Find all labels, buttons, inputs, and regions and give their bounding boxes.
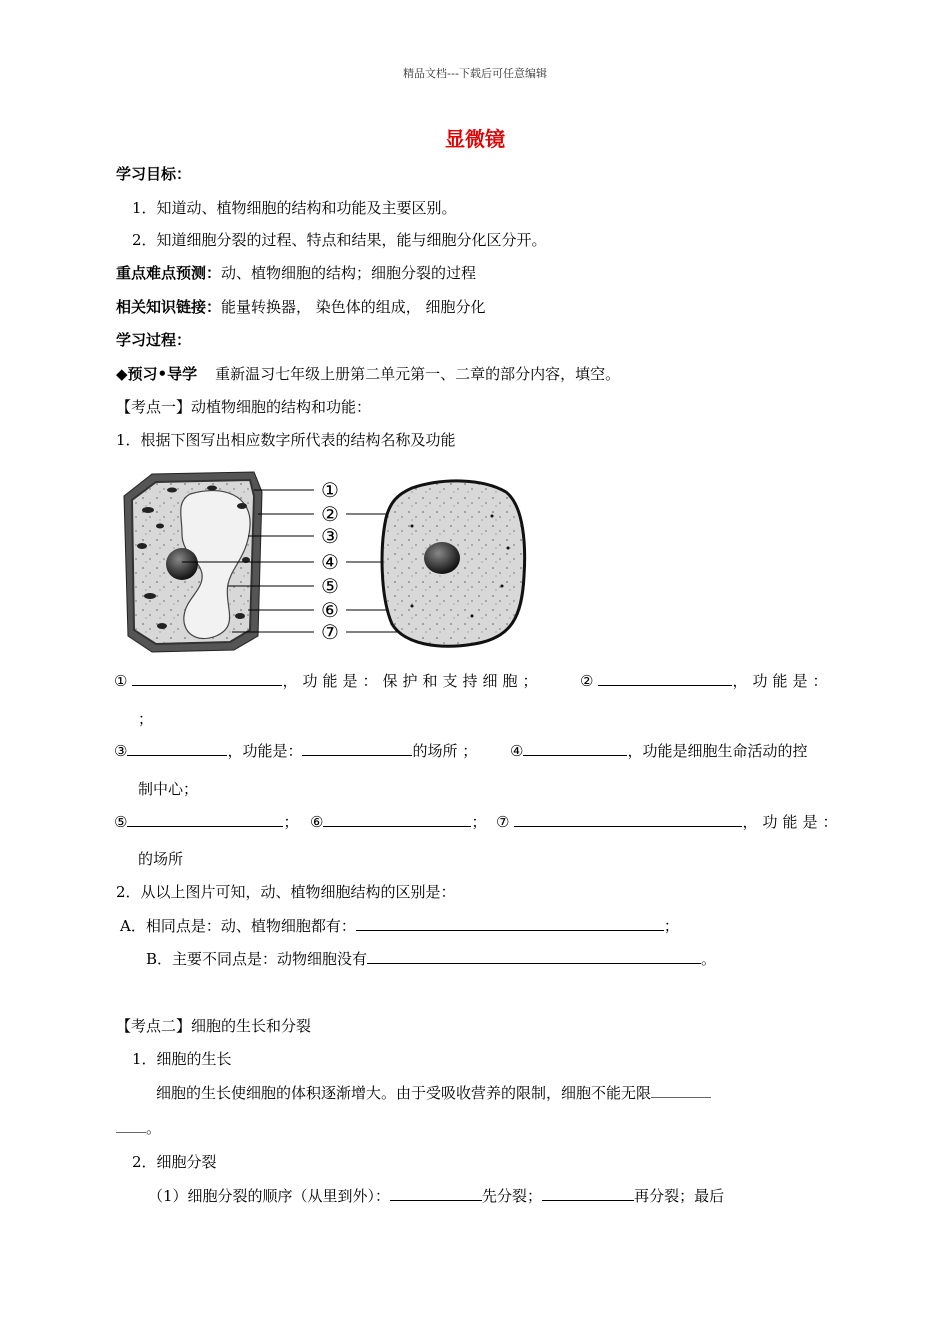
- diagram-label-7: ⑦: [321, 620, 339, 644]
- function-3-label: ，功能是：: [227, 742, 303, 760]
- point1-heading: 【考点一】动植物细胞的结构和功能：: [116, 398, 372, 416]
- page-title: 显微镜: [445, 127, 505, 151]
- division-order-text: （1）细胞分裂的顺序（从里到外）：: [148, 1187, 391, 1205]
- blank-b[interactable]: [367, 949, 701, 964]
- preview-text: 重新温习七年级上册第二单元第一、二章的部分内容，填空。: [215, 365, 621, 383]
- objective-1: 1．知道动、植物细胞的结构和功能及主要区别。: [132, 199, 457, 217]
- point2-sub-1: 1．细胞的生长: [132, 1050, 232, 1068]
- point1-question-1: 1．根据下图写出相应数字所代表的结构名称及功能: [116, 431, 456, 449]
- plant-nucleus: [166, 548, 198, 580]
- question-2: 2．从以上图片可知，动、植物细胞结构的区别是：: [116, 883, 456, 901]
- fill-line-5: [114, 812, 298, 832]
- marker-4: ④: [510, 742, 524, 760]
- division-order-end: 再分裂；最后: [634, 1187, 725, 1205]
- blank-6[interactable]: [323, 812, 471, 827]
- header-note: 精品文档---下载后可任意编辑: [403, 67, 547, 80]
- question-2-b: [146, 949, 716, 969]
- function-2-text: ，功能是：: [732, 672, 833, 690]
- blank-a[interactable]: [356, 916, 664, 931]
- cell-diagram: [112, 466, 542, 658]
- blank-3[interactable]: [127, 741, 227, 756]
- blank-growth[interactable]: [651, 1083, 711, 1098]
- fill-line-7: [496, 812, 842, 832]
- diagram-label-6: ⑥: [321, 598, 339, 622]
- fill-line-6: [310, 812, 486, 832]
- question-2-b-end: 。: [701, 950, 717, 968]
- point2-sub-1-text: [156, 1083, 711, 1103]
- links-line: [116, 297, 486, 317]
- marker-3: ③: [114, 742, 128, 760]
- animal-nucleus: [424, 542, 460, 574]
- links-label: 相关知识链接：: [116, 298, 222, 316]
- point2-sub-2: 2．细胞分裂: [132, 1153, 217, 1171]
- objectives-heading: 学习目标：: [116, 165, 192, 183]
- question-2-b-text: B．主要不同点是：动物细胞没有: [146, 950, 368, 968]
- function-2-end: ；: [138, 710, 154, 728]
- question-2-a-end: ；: [663, 917, 679, 935]
- blank-4[interactable]: [523, 741, 627, 756]
- diagram-label-2: ②: [321, 502, 339, 526]
- question-2-a: [120, 916, 679, 936]
- function-4-cont: 制中心；: [138, 780, 199, 798]
- blank-growth-cont[interactable]: [116, 1118, 146, 1133]
- growth-text: 细胞的生长使细胞的体积逐渐增大。由于受吸收营养的限制，细胞不能无限: [156, 1084, 652, 1102]
- growth-end: 。: [146, 1119, 162, 1137]
- preview-line: [116, 364, 620, 384]
- objective-2: 2．知道细胞分裂的过程、特点和结果，能与细胞分化区分开。: [132, 231, 547, 249]
- function-1-text: ，功能是：保护和支持细胞；: [282, 672, 543, 690]
- focus-label: 重点难点预测：: [116, 264, 222, 282]
- blank-division-1[interactable]: [390, 1186, 482, 1201]
- blank-1[interactable]: [132, 671, 282, 686]
- focus-text: 动、植物细胞的结构；细胞分裂的过程: [221, 264, 477, 282]
- diagram-label-3: ③: [321, 524, 339, 548]
- animal-cell: [382, 481, 525, 646]
- marker-5: ⑤: [114, 813, 128, 831]
- blank-2[interactable]: [598, 671, 732, 686]
- function-3-text: 的场所 ；: [412, 742, 478, 760]
- diagram-label-1: ①: [321, 478, 339, 502]
- marker-7: ⑦: [496, 813, 515, 831]
- blank-division-2[interactable]: [542, 1186, 634, 1201]
- point2-heading: 【考点二】细胞的生长和分裂: [116, 1017, 312, 1035]
- links-text: 能量转换器， 染色体的组成， 细胞分化: [221, 298, 486, 316]
- fill-line-2: [580, 671, 832, 691]
- function-4-text: ，功能是细胞生命活动的控: [627, 742, 808, 760]
- fill-line-3: [114, 741, 477, 761]
- marker-2: ②: [580, 672, 599, 690]
- division-order-mid: 先分裂；: [482, 1187, 543, 1205]
- blank-7[interactable]: [514, 812, 742, 827]
- fill-line-4: [510, 741, 807, 761]
- blank-3b[interactable]: [302, 741, 412, 756]
- diagram-label-5: ⑤: [321, 574, 339, 598]
- function-7-cont: 的场所: [138, 850, 184, 868]
- process-heading: 学习过程：: [116, 331, 192, 349]
- division-order-line: [148, 1186, 724, 1206]
- fill-line-1: [114, 671, 542, 691]
- marker-1: ①: [114, 672, 133, 690]
- growth-end-line: [116, 1118, 161, 1138]
- focus-line: [116, 263, 476, 283]
- blank-5[interactable]: [127, 812, 283, 827]
- diagram-label-4: ④: [321, 550, 339, 574]
- preview-label: ◆预习•导学: [116, 365, 198, 383]
- marker-6: ⑥: [310, 813, 324, 831]
- function-7-text: ，功能是：: [742, 813, 843, 831]
- sep-5: ；: [283, 813, 299, 831]
- diagram-labels: [321, 478, 339, 644]
- sep-6: ；: [471, 813, 487, 831]
- question-2-a-text: A．相同点是：动、植物细胞都有：: [120, 917, 356, 935]
